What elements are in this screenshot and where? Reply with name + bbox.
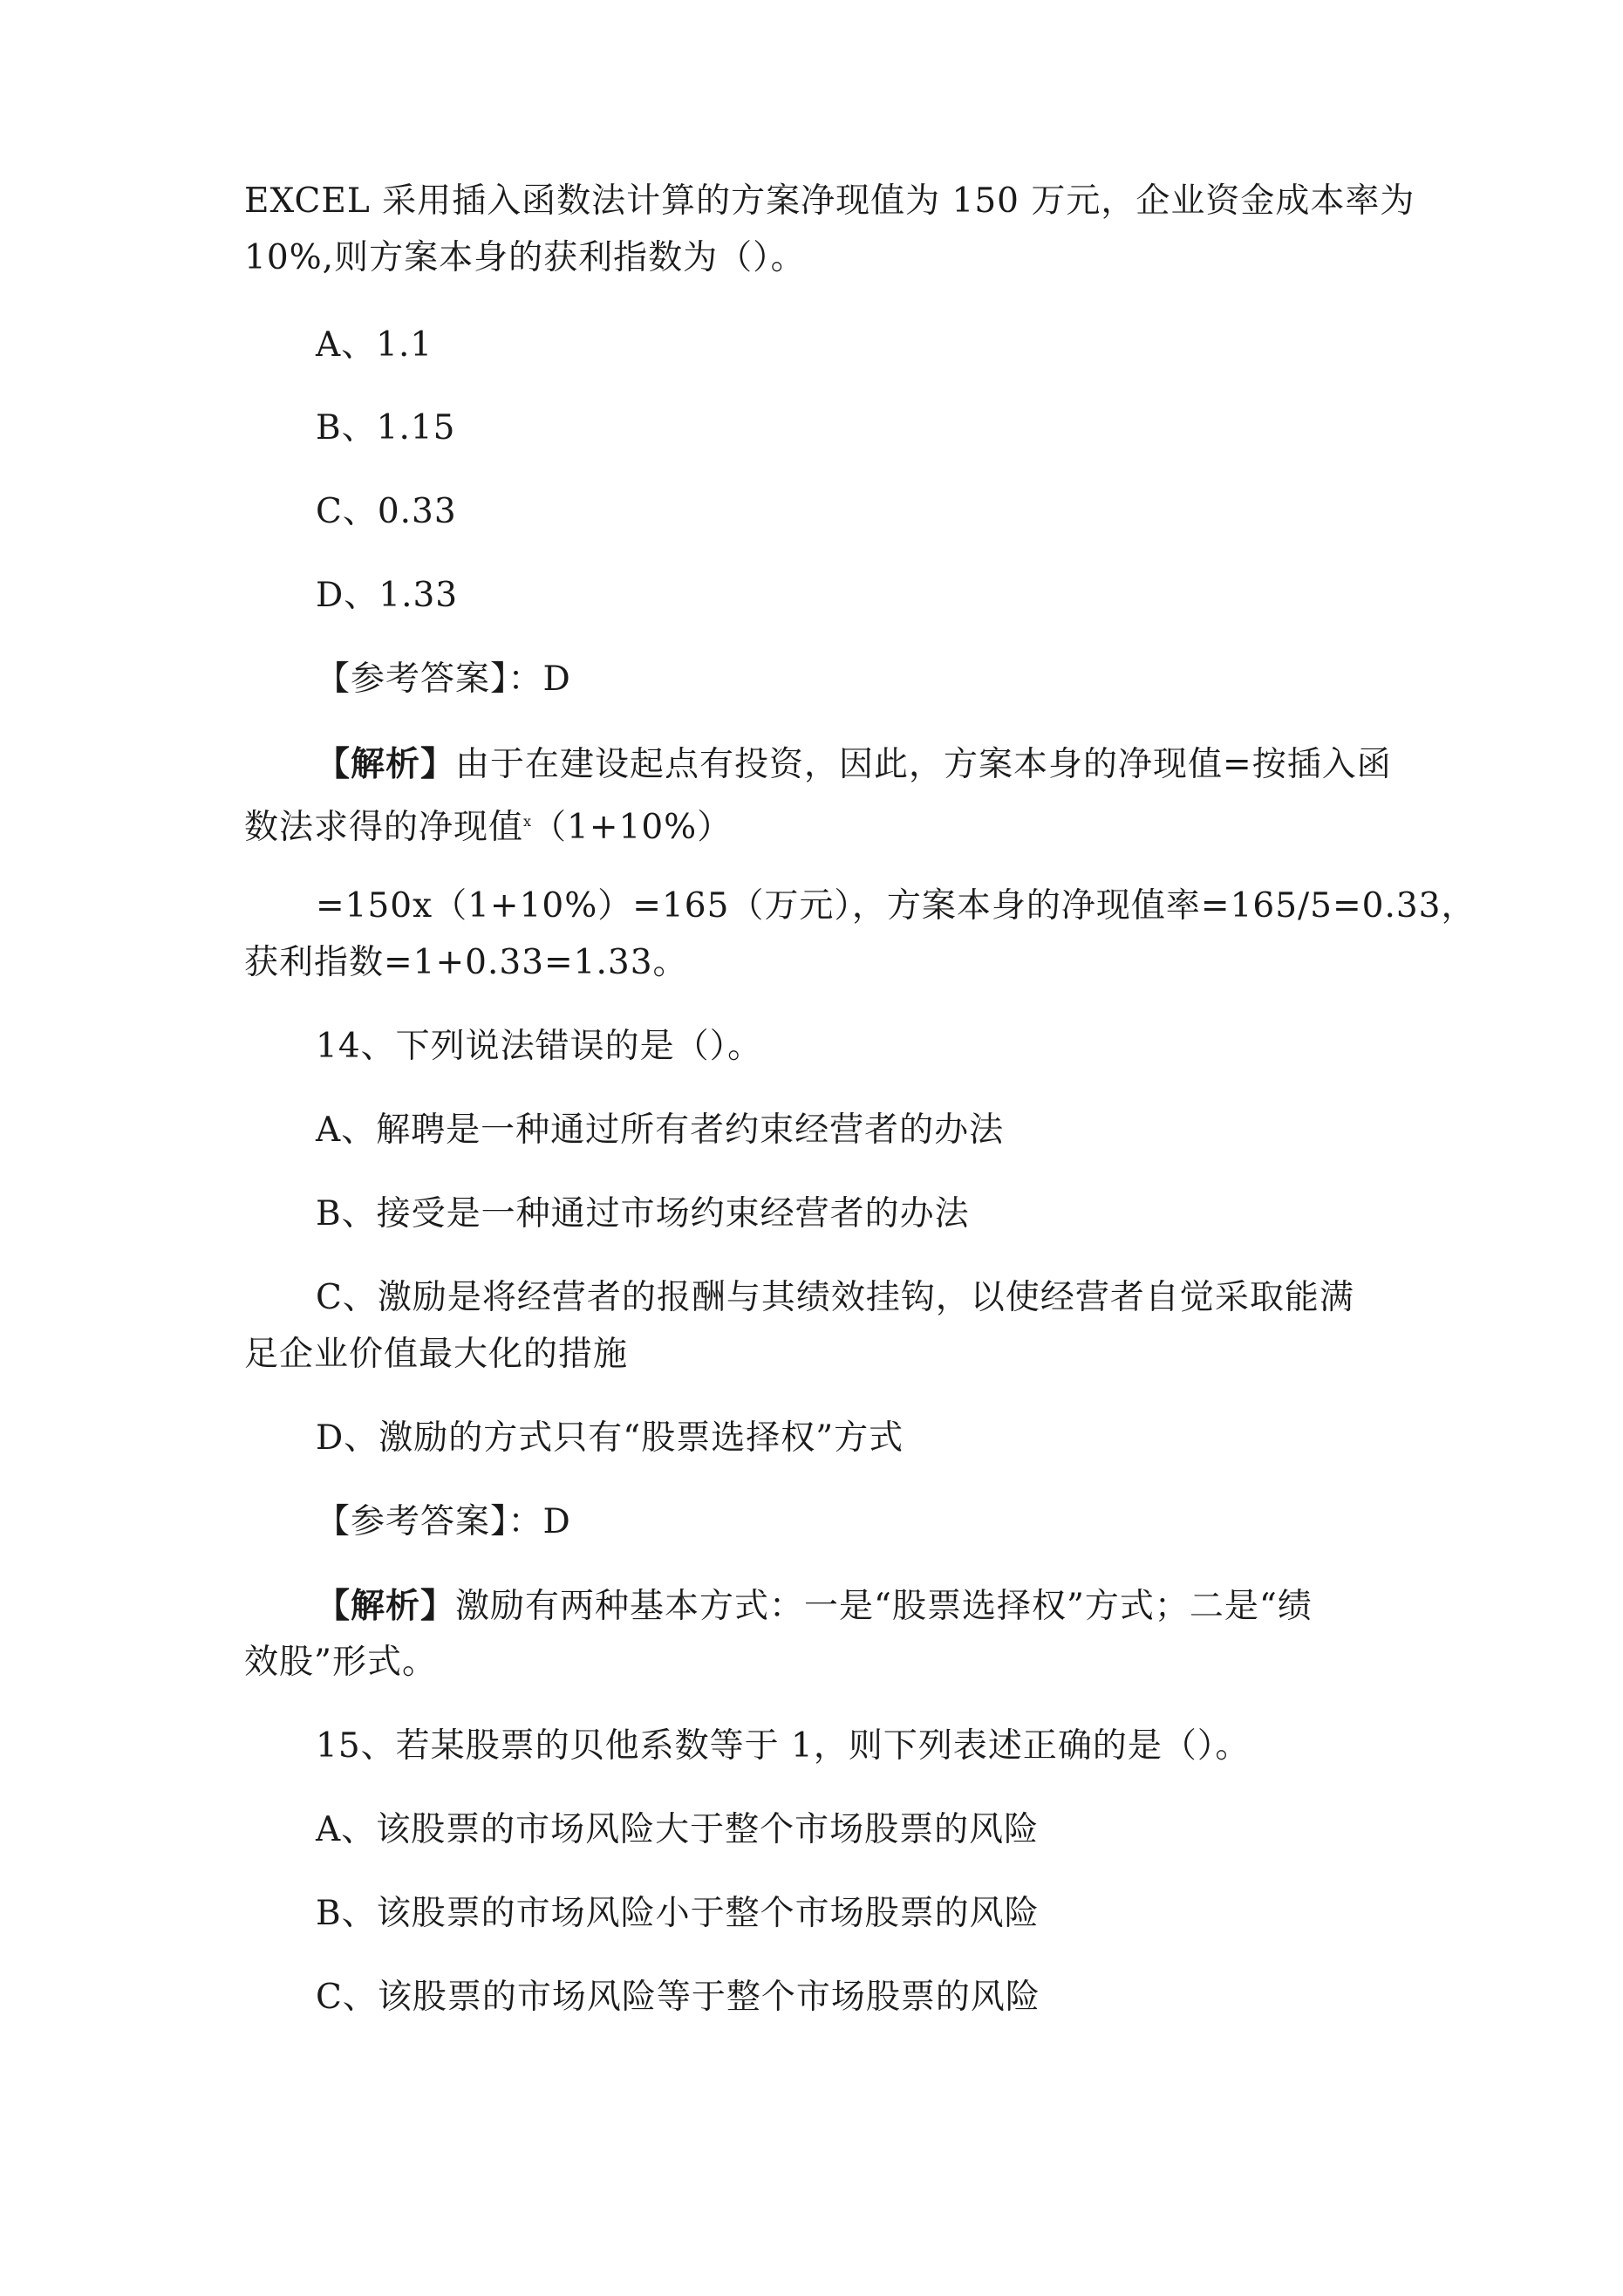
- q13-option-a: A、1.1: [316, 325, 433, 365]
- q13-analysis-text2a: 数法求得的净现值: [244, 808, 524, 847]
- q13-analysis-text1: 由于在建设起点有投资，因此，方案本身的净现值=按插入函: [455, 745, 1392, 784]
- q14-option-b: B、接受是一种通过市场约束经营者的办法: [316, 1194, 970, 1233]
- q13-analysis-text2b: （1+10%）: [532, 808, 733, 847]
- q13-analysis-sup: x: [523, 813, 533, 830]
- q14-analysis-line1: [316, 1585, 1313, 1628]
- q13-option-b: B、1.15: [316, 408, 456, 448]
- q15-stem: 15、若某股票的贝他系数等于 1，则下列表述正确的是（）。: [316, 1726, 1251, 1766]
- q14-analysis-line2: 效股”形式。: [244, 1643, 437, 1682]
- q13-analysis-line2: [244, 801, 732, 849]
- q13-option-c: C、0.33: [316, 492, 457, 531]
- q14-option-a: A、解聘是一种通过所有者约束经营者的办法: [316, 1110, 1005, 1150]
- q14-option-c-line1: C、激励是将经营者的报酬与其绩效挂钩，以使经营者自觉采取能满: [316, 1278, 1354, 1317]
- q14-option-c-line2: 足企业价值最大化的措施: [244, 1335, 629, 1374]
- q15-option-b: B、该股票的市场风险小于整个市场股票的风险: [316, 1894, 1040, 1933]
- q13-analysis-label: 【解析】: [316, 744, 456, 784]
- q14-stem: 14、下列说法错误的是（）。: [316, 1027, 763, 1066]
- q13-analysis-line1: [316, 743, 1392, 786]
- q13-analysis-line4: 获利指数=1+0.33=1.33。: [244, 943, 688, 982]
- q13-option-d: D、1.33: [316, 576, 459, 615]
- q15-option-a: A、该股票的市场风险大于整个市场股票的风险: [316, 1810, 1040, 1849]
- q13-stem-line1: EXCEL 采用插入函数法计算的方案净现值为 150 万元，企业资金成本率为: [244, 181, 1415, 221]
- q13-stem-line2: 10%,则方案本身的获利指数为（）。: [244, 238, 806, 277]
- q13-answer: 【参考答案】：D: [316, 659, 571, 699]
- q15-option-c: C、该股票的市场风险等于整个市场股票的风险: [316, 1978, 1040, 2017]
- q14-option-d: D、激励的方式只有“股票选择权”方式: [316, 1418, 904, 1458]
- q14-analysis-label: 【解析】: [316, 1586, 456, 1626]
- q14-answer: 【参考答案】：D: [316, 1502, 571, 1541]
- q14-analysis-text1: 激励有两种基本方式：一是“股票选择权”方式；二是“绩: [455, 1587, 1313, 1626]
- q13-analysis-line3: =150x（1+10%）=165（万元），方案本身的净现值率=165/5=0.33，: [316, 886, 1476, 926]
